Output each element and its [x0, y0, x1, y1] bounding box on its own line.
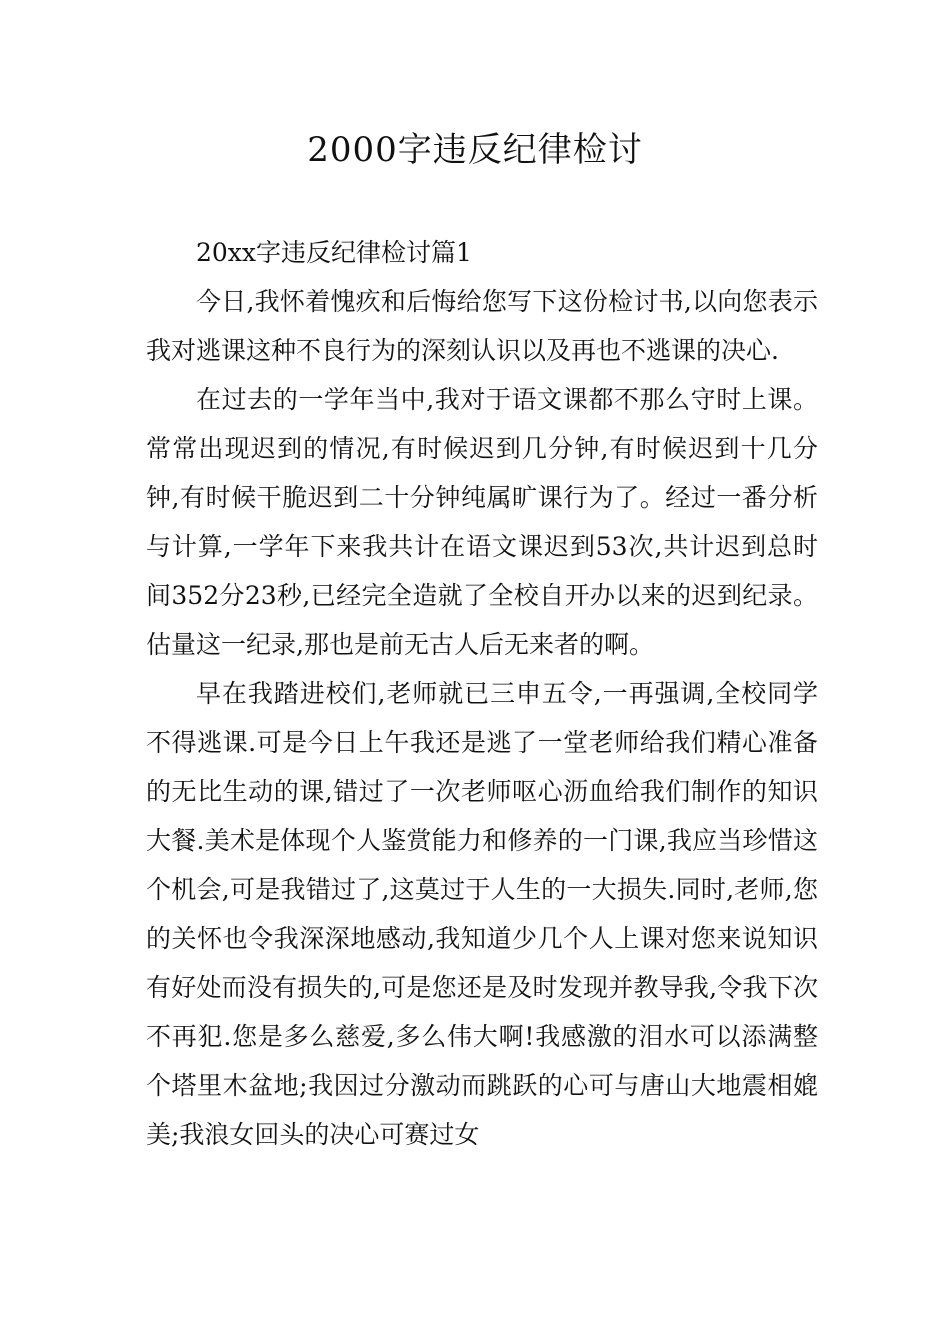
document-body: [146, 228, 818, 1159]
paragraph-2: 在过去的一学年当中,我对于语文课都不那么守时上课。常常出现迟到的情况,有时候迟到几分钟,有时候迟到十几分钟,有时候干脆迟到二十分钟纯属旷课行为了。经过一番分析与计算,一学年下来我共计在语文课迟到53次,共计迟到总时间352分23秒,已经完全造就了全校自开办以来的迟到纪录。估量这一纪录,那也是前无古人后无来者的啊。: [146, 385, 818, 659]
section-heading: 20xx字违反纪律检讨篇1: [196, 238, 472, 267]
document-title: 2000字违反纪律检讨: [307, 130, 643, 170]
paragraph-1: 今日,我怀着愧疚和后悔给您写下这份检讨书,以向您表示我对逃课这种不良行为的深刻认识以及再也不逃课的决心.: [146, 287, 818, 365]
paragraph-3: 早在我踏进校们,老师就已三申五令,一再强调,全校同学不得逃课.可是今日上午我还是逃了一堂老师给我们精心准备的无比生动的课,错过了一次老师呕心沥血给我们制作的知识大餐.美术是体现个人鉴赏能力和修养的一门课,我应当珍惜这个机会,可是我错过了,这莫过于人生的一大损失.同时,老师,您的关怀也令我深深地感动,我知道少几个人上课对您来说知识有好处而没有损失的,可是您还是及时发现并教导我,令我下次不再犯.您是多么慈爱,多么伟大啊!我感激的泪水可以添满整个塔里木盆地;我因过分激动而跳跃的心可与唐山大地震相媲美;我浪女回头的决心可赛过女: [146, 679, 818, 1149]
